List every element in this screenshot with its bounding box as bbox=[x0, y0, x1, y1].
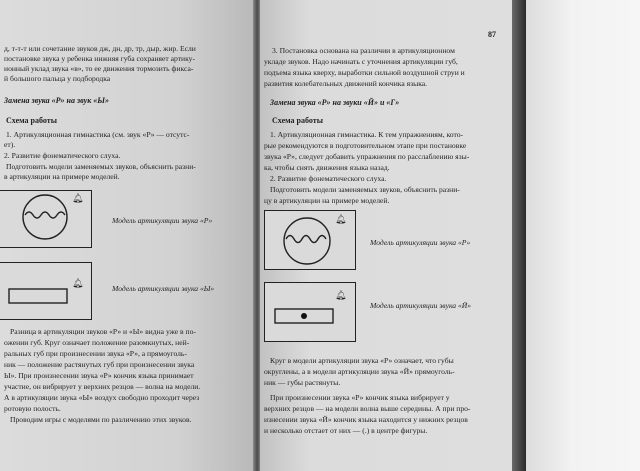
left-body-line: ник — положение растянутых губ при произнесении звука bbox=[4, 360, 195, 369]
book-edge-shadow bbox=[512, 0, 526, 471]
right-body-line: и несколько отстает от них — (.) в центре фигуры. bbox=[264, 426, 428, 435]
left-body-line: ожении губ. Круг означает положение разомкнутых, ней- bbox=[4, 338, 190, 347]
left-scheme-title: Схема работы bbox=[6, 116, 57, 125]
left-page bbox=[0, 0, 253, 471]
blank-background bbox=[526, 0, 640, 471]
left-body-line: Разница в артикуляции звуков «Р» и «Ы» видна уже в по- bbox=[10, 327, 196, 336]
right-section-title: Замена звука «Р» на звуки «Й» и «Г» bbox=[270, 98, 400, 107]
left-item: в артикуляции на примере моделей. bbox=[4, 172, 120, 181]
left-section-title: Замена звука «Р» на звук «Ы» bbox=[4, 96, 110, 105]
left-body-line: А в артикуляции звука «Ы» воздух свободно проходит через bbox=[4, 393, 200, 402]
right-item: Подготовить модели заменяемых звуков, объяснить разни- bbox=[270, 185, 460, 194]
left-caption-r: Модель артикуляции звука «Р» bbox=[112, 216, 213, 225]
model-i-frame bbox=[264, 282, 356, 342]
right-item: ка, чтобы снять движения языка назад. bbox=[264, 163, 390, 172]
right-scheme-title: Схема работы bbox=[272, 116, 323, 125]
right-text-line: 3. Постановка основана на различии в артикуляционном bbox=[272, 46, 455, 55]
right-text-line: укладе звуков. Надо начинать с уточнения артикуляции губ, bbox=[264, 57, 458, 66]
right-item: 2. Развитие фонематического слуха. bbox=[270, 174, 387, 183]
left-text-line: д, т-т-т или сочетание звуков дж, дн, др, тр, дыр, жир. Если bbox=[4, 44, 196, 53]
left-body-line: ральных губ при произнесении звука «Р», а прямоуголь- bbox=[4, 349, 187, 358]
page-number: 87 bbox=[488, 30, 496, 39]
right-caption-i: Модель артикуляции звука «Й» bbox=[370, 301, 472, 310]
model-y-frame bbox=[0, 262, 92, 320]
left-item: 1. Артикуляционная гимнастика (см. звук «Р» — отсутс- bbox=[6, 130, 190, 139]
right-body-line: изнесении звука «Й» кончик языка находится у нижних резцов bbox=[264, 415, 468, 424]
right-item: рые рекомендуются в подготовительном этапе при постановке bbox=[264, 141, 467, 150]
model-r-frame bbox=[264, 210, 356, 270]
left-text-line: й большого пальца у подбородка bbox=[4, 74, 111, 83]
right-body-line: округлены, а в модели артикуляции звука «Й» прямоуголь- bbox=[264, 367, 455, 376]
model-r-frame bbox=[0, 190, 92, 248]
rectangle-diagram bbox=[0, 263, 91, 319]
bell-icon: 🔔︎ bbox=[335, 290, 347, 300]
left-body-line: Ы». При произнесении звука «Р» кончик языка принимает bbox=[4, 371, 194, 380]
left-item: ет). bbox=[4, 140, 16, 149]
left-item: Подготовить модели заменяемых звуков, объяснить разни- bbox=[6, 162, 196, 171]
book-gutter bbox=[253, 0, 260, 471]
left-body-line: участие, он вибрирует у верхних резцов — волна на модели. bbox=[4, 382, 201, 391]
right-text-line: подъема языка кверху, выработки сильной воздушной струи и bbox=[264, 68, 465, 77]
right-text-line: развития колебательных движений кончика языка. bbox=[264, 79, 428, 88]
left-text-line: ионный уклад звука «в», то ее движения тормозить фикса- bbox=[4, 64, 194, 73]
left-item: 2. Развитие фонематического слуха. bbox=[4, 151, 121, 160]
right-page bbox=[260, 0, 512, 471]
left-body-line: ротовую полость. bbox=[4, 404, 61, 413]
left-caption-y: Модель артикуляции звука «Ы» bbox=[112, 284, 215, 293]
bell-icon: 🔔︎ bbox=[72, 193, 84, 203]
right-item: цу в артикуляции на примере моделей. bbox=[264, 196, 390, 205]
left-body-line: Проводим игры с моделями по различению этих звуков. bbox=[10, 415, 192, 424]
bell-icon: 🔔︎ bbox=[72, 278, 84, 288]
left-text-line: постановке звука у ребенка нижняя губа сохраняет артику- bbox=[4, 54, 195, 63]
right-caption-r: Модель артикуляции звука «Р» bbox=[370, 238, 471, 247]
bell-icon: 🔔︎ bbox=[335, 214, 347, 224]
right-body-line: ник — губы растянуты. bbox=[264, 378, 341, 387]
right-item: звука «Р», следует добавить упражнения по расслаблению язы- bbox=[264, 152, 470, 161]
right-item: 1. Артикуляционная гимнастика. К тем упражнениям, кото- bbox=[270, 130, 464, 139]
right-body-line: При произнесении звука «Р» кончик языка вибрирует у bbox=[270, 393, 450, 402]
right-body-line: Круг в модели артикуляции звука «Р» означает, что губы bbox=[270, 356, 454, 365]
right-body-line: верхних резцов — на модели волна выше середины. А при про- bbox=[264, 404, 471, 413]
